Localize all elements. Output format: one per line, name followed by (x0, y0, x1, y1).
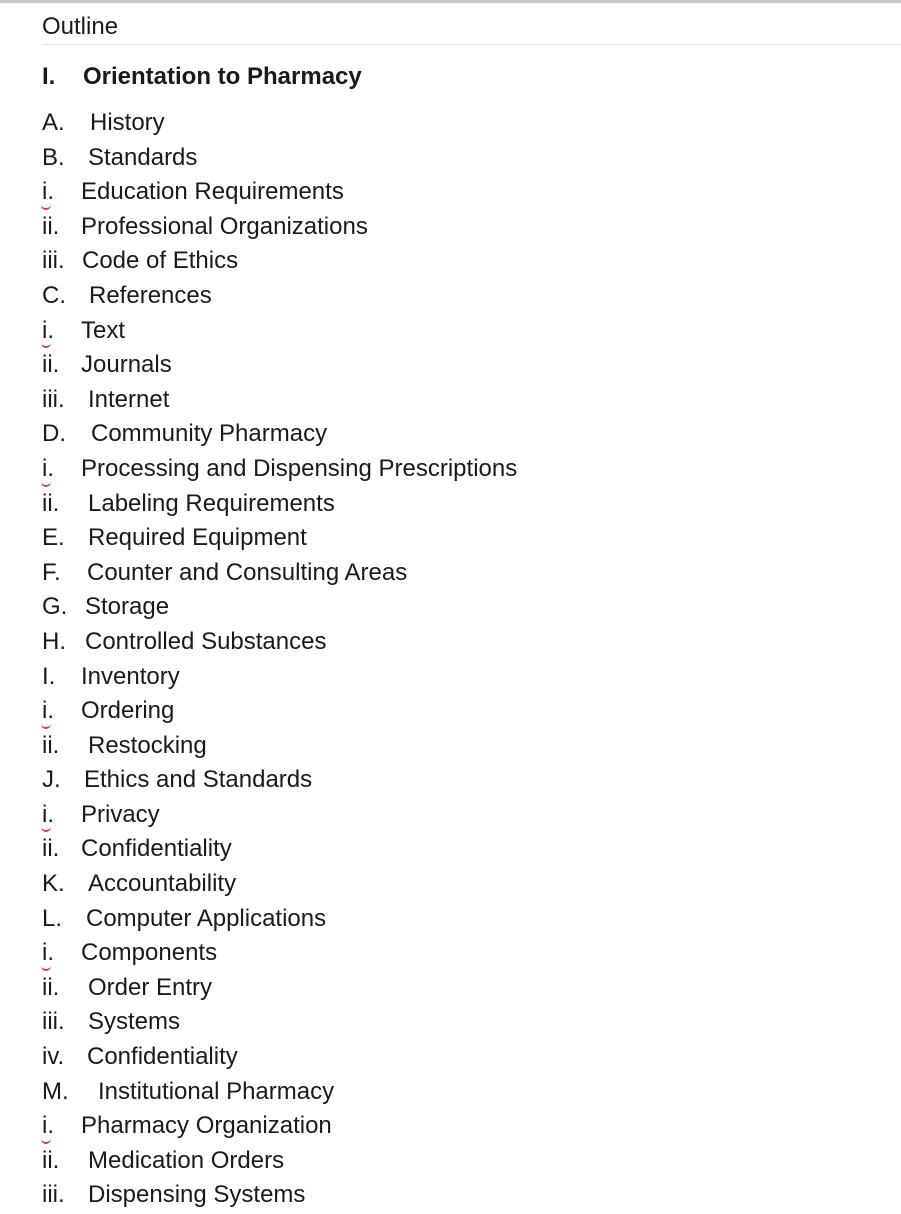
outline-item-text: Ordering (81, 697, 175, 725)
outline-item-marker: iii. (42, 1008, 65, 1036)
top-border (0, 0, 901, 3)
outline-item (42, 141, 517, 176)
outline-item-marker: iii. (42, 247, 65, 275)
outline-item-marker: H. (42, 627, 66, 655)
outline-item (42, 417, 517, 452)
outline-item (42, 590, 517, 625)
outline-item-text: Restocking (88, 731, 207, 759)
outline-item (42, 210, 517, 245)
outline-item-text: Confidentiality (81, 835, 232, 863)
outline-item-text: Controlled Substances (85, 627, 327, 655)
outline-item (42, 1040, 517, 1075)
outline-item (42, 244, 517, 279)
outline-item-text: Computer Applications (86, 904, 327, 932)
outline-item-marker: i. (42, 697, 54, 725)
outline-item-text: Standards (88, 143, 198, 171)
outline-item-text: Confidentiality (87, 1043, 238, 1071)
outline-item-marker: i. (42, 316, 54, 344)
outline-item (42, 832, 517, 867)
outline-item-text: Code of Ethics (82, 247, 239, 275)
outline-item-text: Education Requirements (81, 178, 344, 206)
outline-item (42, 867, 517, 902)
outline-item-marker: G. (42, 593, 68, 621)
outline-item-marker: ii. (42, 835, 60, 863)
outline-item-marker: E. (42, 524, 65, 552)
outline-item-marker: A. (42, 109, 65, 136)
outline-item-marker: i. (42, 800, 54, 828)
outline-item-marker: ii. (42, 973, 60, 1001)
outline-item-text: Community Pharmacy (91, 420, 328, 448)
outline-item-text: Order Entry (88, 973, 213, 1001)
document-title: Outline (42, 13, 119, 40)
outline-item-text: Internet (88, 385, 170, 413)
outline-item-marker: J. (42, 766, 61, 794)
outline-item-marker: i. (42, 1112, 54, 1140)
outline-item-marker: ii. (42, 212, 60, 240)
outline-item (42, 763, 517, 798)
outline-item-marker: ii. (42, 1146, 60, 1174)
outline-item-text: Dispensing Systems (88, 1181, 306, 1209)
outline-item (42, 694, 517, 729)
outline-item (42, 556, 517, 591)
outline-item-text: Professional Organizations (81, 212, 368, 240)
outline-item (42, 348, 517, 383)
outline-item-marker: K. (42, 870, 65, 898)
outline-list (42, 106, 517, 1213)
outline-item-marker: i. (42, 939, 54, 967)
outline-item (42, 729, 517, 764)
outline-item-marker: B. (42, 143, 65, 171)
outline-item (42, 625, 517, 660)
outline-item-text: Components (81, 939, 218, 967)
outline-item-text: Institutional Pharmacy (98, 1077, 335, 1105)
outline-item-text: Required Equipment (88, 524, 307, 552)
outline-item (42, 487, 517, 522)
outline-item-text: Processing and Dispensing Prescriptions (81, 454, 518, 482)
outline-item-marker: M. (42, 1077, 69, 1105)
outline-item (42, 383, 517, 418)
outline-item (42, 106, 517, 141)
outline-item-text: Inventory (81, 662, 180, 690)
outline-item (42, 1075, 517, 1110)
outline-item-marker: iv. (42, 1043, 65, 1071)
outline-item-marker: ii. (42, 489, 60, 517)
outline-item (42, 175, 517, 210)
outline-item-marker: D. (42, 420, 66, 448)
heading-text: Orientation to Pharmacy (83, 63, 362, 90)
outline-item-text: Medication Orders (88, 1146, 285, 1174)
outline-item-marker: F. (42, 558, 61, 586)
outline-item (42, 936, 517, 971)
outline-item-marker: ii. (42, 351, 60, 379)
outline-item (42, 660, 517, 695)
outline-item-text: Storage (85, 593, 170, 621)
outline-heading (42, 61, 362, 93)
outline-item-marker: C. (42, 281, 66, 309)
outline-item-text: Privacy (81, 800, 160, 828)
outline-item-text: Text (81, 316, 126, 344)
outline-item-marker: ii. (42, 731, 60, 759)
outline-item (42, 798, 517, 833)
outline-item-marker: I. (42, 662, 56, 690)
outline-item (42, 1005, 517, 1040)
outline-item-marker: i. (42, 454, 54, 482)
outline-item-marker: iii. (42, 385, 65, 413)
outline-item-text: Systems (88, 1008, 181, 1036)
outline-item-marker: i. (42, 178, 54, 206)
outline-item (42, 1109, 517, 1144)
outline-item-text: Labeling Requirements (88, 489, 335, 517)
outline-item-text: Accountability (88, 870, 237, 898)
outline-item-text: Counter and Consulting Areas (87, 558, 408, 586)
outline-item (42, 902, 517, 937)
outline-item (42, 1144, 517, 1179)
outline-item-marker: L. (42, 904, 63, 932)
outline-item (42, 1178, 517, 1213)
heading-marker: I. (42, 63, 56, 90)
outline-item-text: Ethics and Standards (84, 766, 313, 794)
outline-item-text: References (89, 281, 212, 309)
outline-item-text: Journals (81, 351, 172, 379)
outline-item-marker: iii. (42, 1181, 65, 1209)
title-divider (42, 44, 901, 45)
outline-item-text: History (90, 109, 165, 136)
outline-item (42, 452, 517, 487)
outline-item (42, 279, 517, 314)
outline-item (42, 521, 517, 556)
outline-item (42, 314, 517, 349)
outline-item-text: Pharmacy Organization (81, 1112, 332, 1140)
outline-item (42, 971, 517, 1006)
